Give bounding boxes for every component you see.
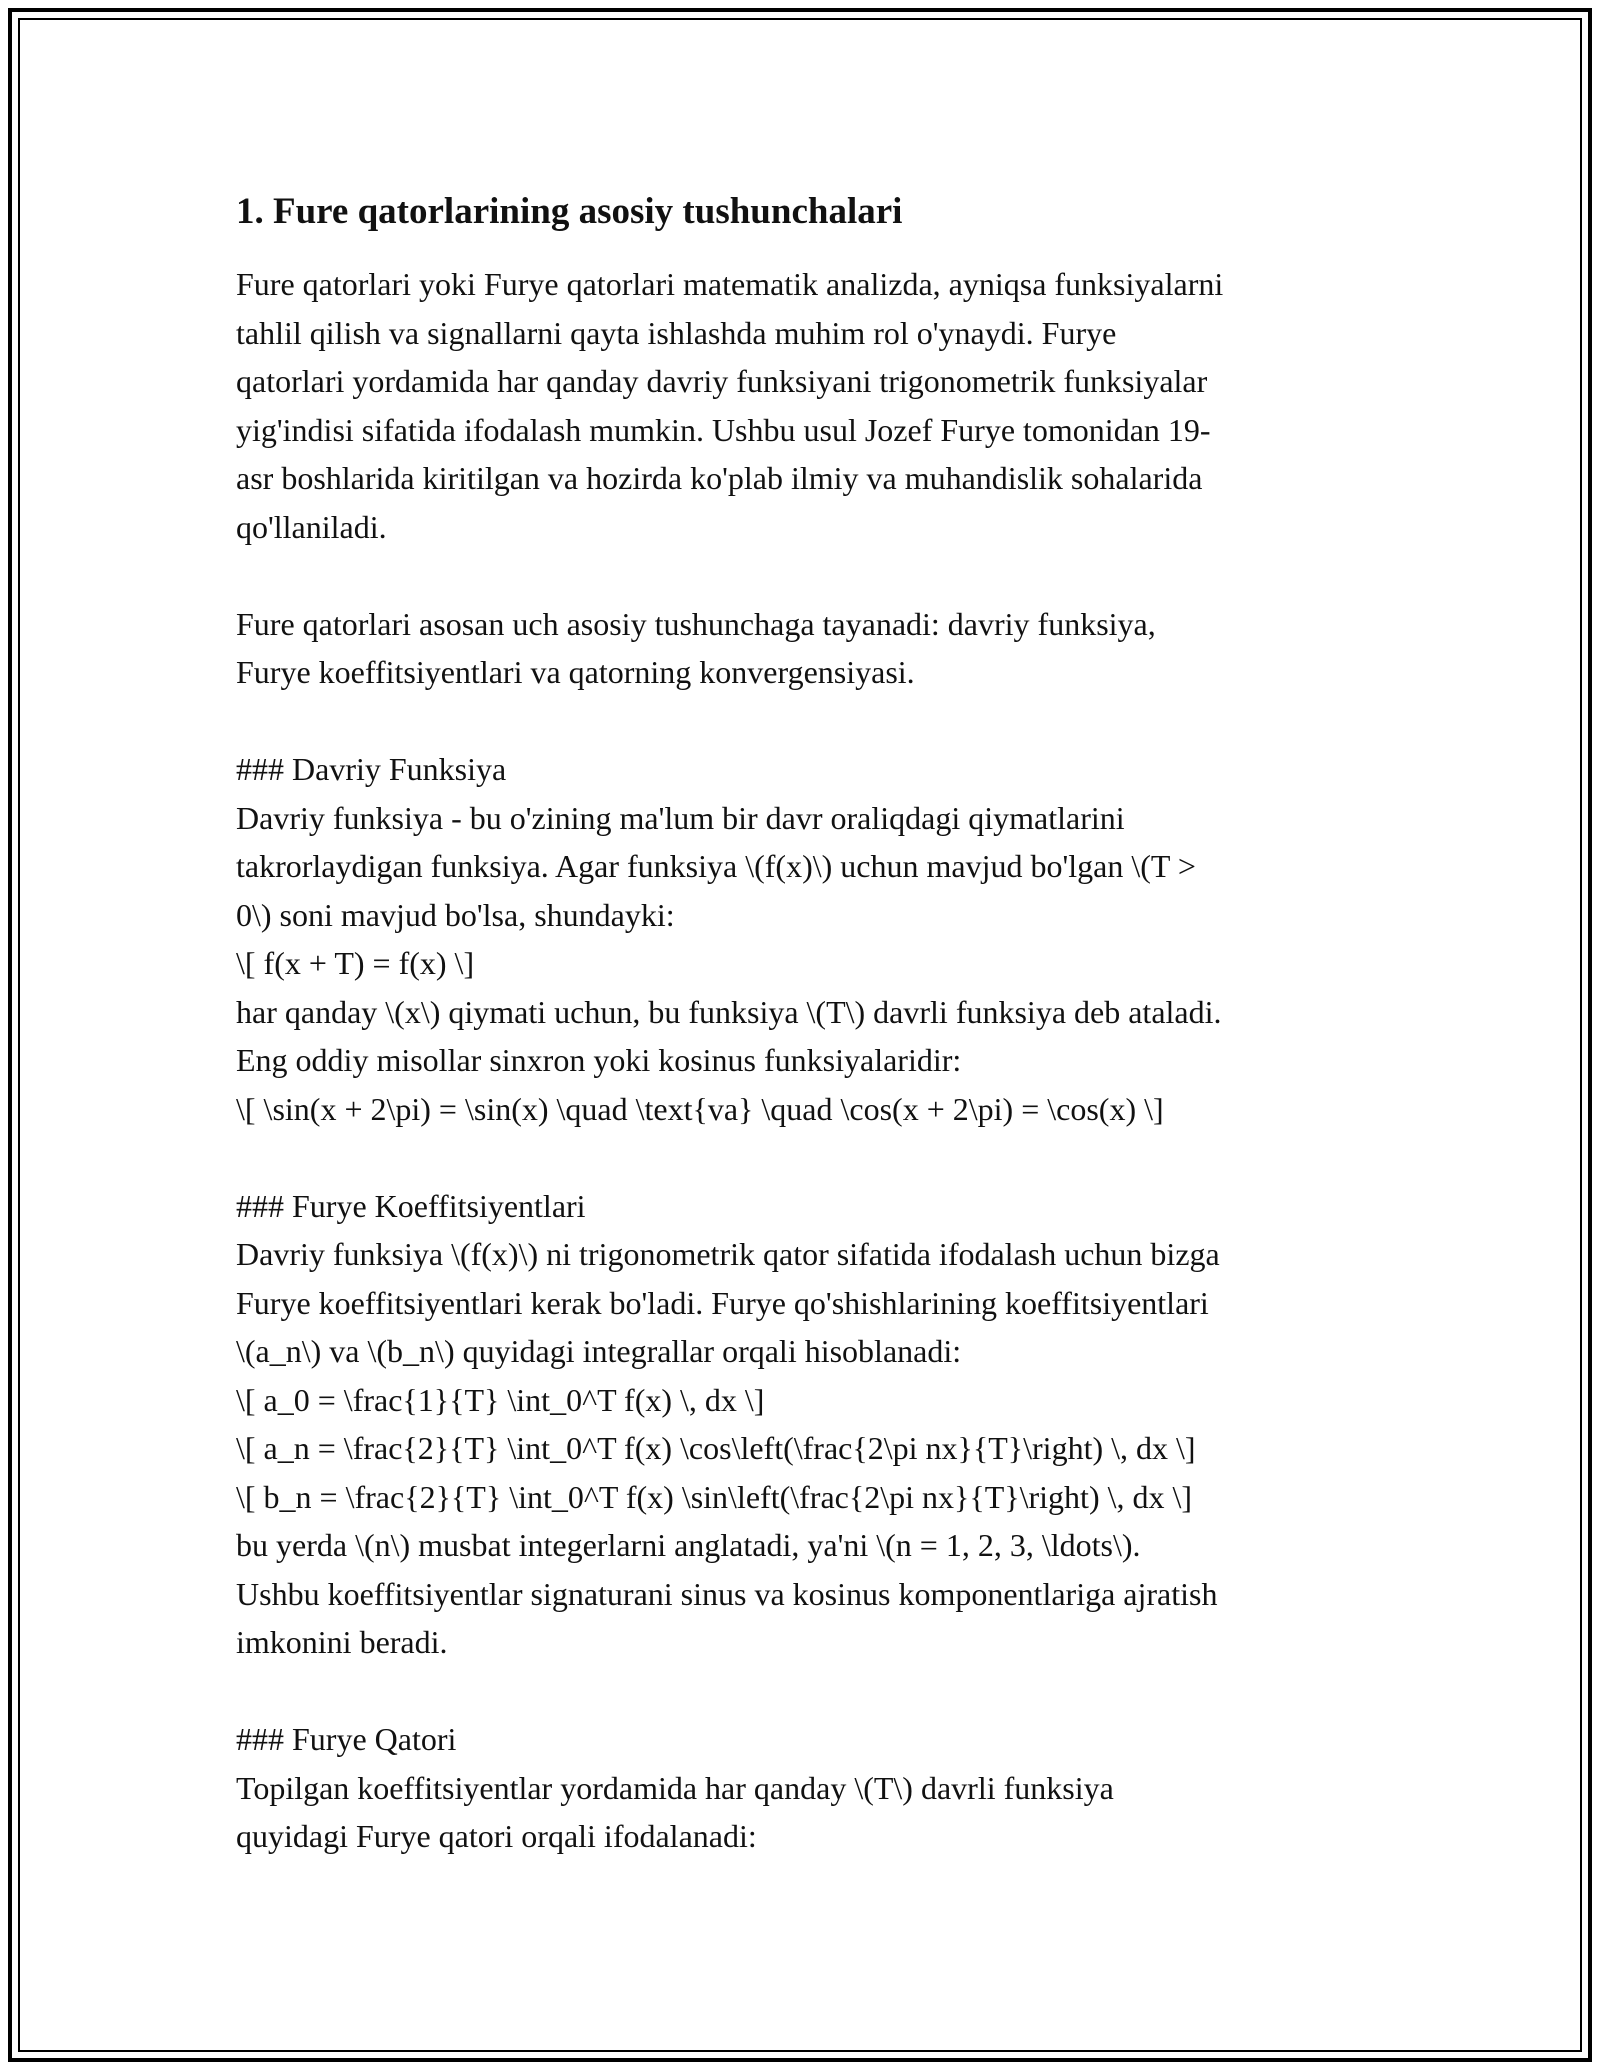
- text-line: Topilgan koeffitsiyentlar yordamida har qanday \(T\) davrli funksiya: [236, 1769, 1114, 1806]
- text-line: \[ a_n = \frac{2}{T} \int_0^T f(x) \cos\left(\frac{2\pi nx}{T}\right) \, dx \]: [236, 1430, 1196, 1466]
- paragraph-gap: [236, 1133, 1396, 1182]
- text-line: asr boshlarida kiritilgan va hozirda ko'plab ilmiy va muhandislik sohalarida: [236, 460, 1203, 496]
- paragraph: [236, 260, 1396, 551]
- text-line: \[ \sin(x + 2\pi) = \sin(x) \quad \text{va} \quad \cos(x + 2\pi) = \cos(x) \]: [236, 1090, 1164, 1127]
- text-line: Furye koeffitsiyentlari va qatorning konvergensiyasi.: [236, 654, 915, 690]
- paragraph: [236, 1182, 1396, 1667]
- text-line: takrorlaydigan funksiya. Agar funksiya \(f(x)\) uchun mavjud bo'lgan \(T >: [236, 848, 1196, 884]
- text-line: 0\) soni mavjud bo'lsa, shundayki:: [236, 896, 675, 933]
- section-heading: 1. Fure qatorlarining asosiy tushunchalari: [236, 191, 903, 232]
- text-line: ### Furye Koeffitsiyentlari: [236, 1187, 586, 1224]
- document-body: [236, 186, 1396, 1861]
- text-line: qo'llaniladi.: [236, 508, 387, 545]
- text-line: \[ a_0 = \frac{1}{T} \int_0^T f(x) \, dx \]: [236, 1381, 765, 1418]
- text-line: \[ b_n = \frac{2}{T} \int_0^T f(x) \sin\left(\frac{2\pi nx}{T}\right) \, dx \]: [236, 1478, 1193, 1515]
- paragraph-gap: [236, 697, 1396, 746]
- paragraph: [236, 1715, 1396, 1861]
- text-line: \(a_n\) va \(b_n\) quyidagi integrallar orqali hisoblanadi:: [236, 1333, 962, 1369]
- text-line: imkonini beradi.: [236, 1624, 448, 1660]
- text-line: Fure qatorlari asosan uch asosiy tushunchaga tayanadi: davriy funksiya,: [236, 605, 1156, 642]
- text-line: quyidagi Furye qatori orqali ifodalanadi:: [236, 1818, 757, 1854]
- paragraph: [236, 745, 1396, 1133]
- text-line: Fure qatorlari yoki Furye qatorlari matematik analizda, ayniqsa funksiyalarni: [236, 266, 1224, 302]
- text-line: ### Davriy Funksiya: [236, 751, 507, 787]
- text-line: Davriy funksiya - bu o'zining ma'lum bir davr oraliqdagi qiymatlarini: [236, 799, 1125, 836]
- paragraph-container: [236, 260, 1396, 1861]
- text-line: Eng oddiy misollar sinxron yoki kosinus funksiyalaridir:: [236, 1042, 962, 1078]
- text-line: Ushbu koeffitsiyentlar signaturani sinus va kosinus komponentlariga ajratish: [236, 1575, 1218, 1612]
- text-line: har qanday \(x\) qiymati uchun, bu funksiya \(T\) davrli funksiya deb ataladi.: [236, 993, 1222, 1030]
- text-line: Davriy funksiya \(f(x)\) ni trigonometrik qator sifatida ifodalash uchun bizga: [236, 1236, 1220, 1272]
- text-line: qatorlari yordamida har qanday davriy funksiyani trigonometrik funksiyalar: [236, 363, 1208, 399]
- text-line: yig'indisi sifatida ifodalash mumkin. Ushbu usul Jozef Furye tomonidan 19-: [236, 411, 1211, 448]
- text-line: ### Furye Qatori: [236, 1721, 457, 1757]
- text-line: tahlil qilish va signallarni qayta ishlashda muhim rol o'ynaydi. Furye: [236, 314, 1117, 351]
- paragraph-gap: [236, 551, 1396, 600]
- paragraph: [236, 600, 1396, 697]
- text-line: bu yerda \(n\) musbat integerlarni anglatadi, ya'ni \(n = 1, 2, 3, \ldots\).: [236, 1527, 1141, 1563]
- text-line: \[ f(x + T) = f(x) \]: [236, 945, 475, 981]
- text-line: Furye koeffitsiyentlari kerak bo'ladi. Furye qo'shishlarining koeffitsiyentlari: [236, 1284, 1209, 1321]
- paragraph-gap: [236, 1667, 1396, 1716]
